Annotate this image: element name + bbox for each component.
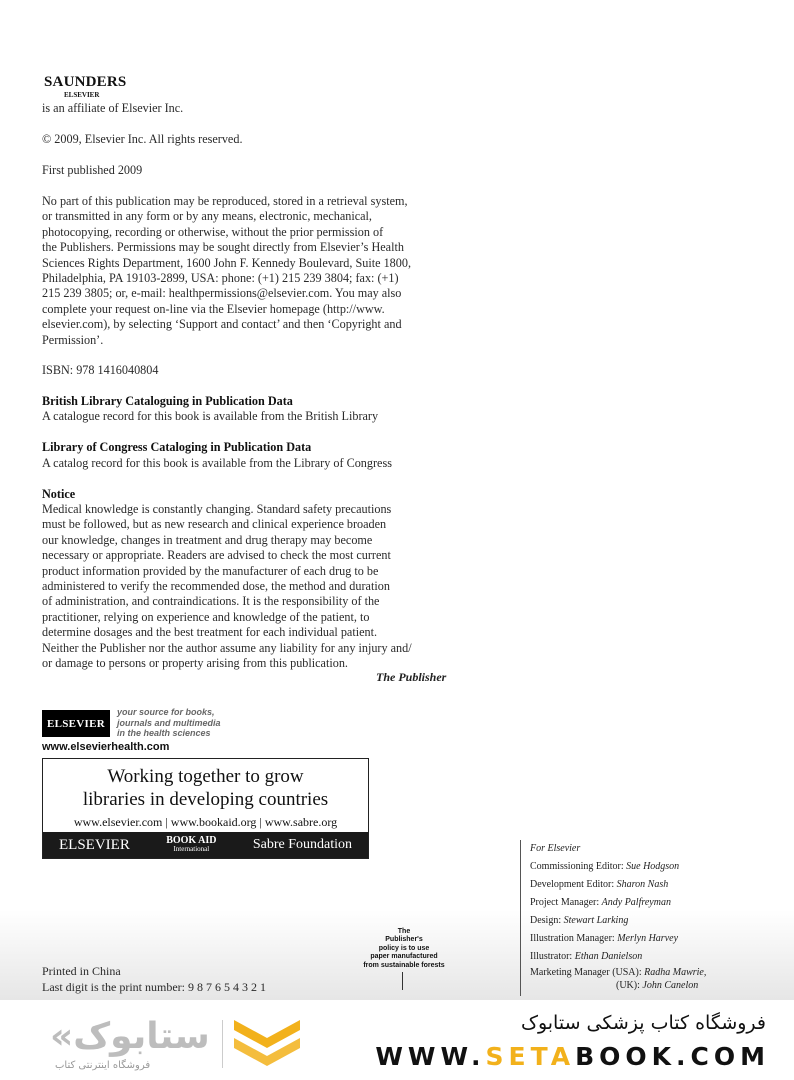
rights-line: Sciences Rights Department, 1600 John F. Kennedy Boulevard, Suite 1800, bbox=[42, 255, 411, 270]
print-number: Last digit is the print number: 9 8 7 6 5 4 3 2 1 bbox=[42, 980, 266, 994]
tree-line-icon bbox=[402, 972, 403, 990]
printed-in: Printed in China bbox=[42, 964, 121, 978]
elsevier-tagline bbox=[117, 707, 221, 739]
rights-line: Permission’. bbox=[42, 332, 104, 347]
bookaid-urls[interactable]: www.elsevier.com | www.bookaid.org | www.sabre.org bbox=[73, 815, 338, 829]
setabook-store-name: فروشگاه کتاب پزشکی ستابوک bbox=[520, 1012, 766, 1034]
bookaid-headline-1: Working together to grow bbox=[107, 766, 304, 787]
rights-line: No part of this publication may be reproduced, stored in a retrieval system, bbox=[42, 194, 408, 208]
loc-text: A catalog record for this book is available from the Library of Congress bbox=[42, 456, 392, 470]
loc-heading: Library of Congress Cataloging in Publication Data bbox=[42, 440, 312, 454]
rights-line: photocopying, recording or otherwise, without the prior permission of bbox=[42, 224, 384, 239]
bookaid-headline-2: libraries in developing countries bbox=[82, 789, 329, 810]
notice-line: determine dosages and the best treatment for each individual patient. bbox=[42, 625, 378, 640]
bookaid-headline bbox=[43, 765, 368, 811]
setabook-logo-sub: فروشگاه اینترنتی کتاب bbox=[55, 1060, 151, 1071]
rights-line: the Publishers. Permissions may be sought directly from Elsevier’s Health bbox=[42, 240, 404, 255]
notice-line: Medical knowledge is constantly changing. Standard safety precautions bbox=[42, 502, 392, 516]
notice-line: our knowledge, changes in treatment and drug therapy may become bbox=[42, 532, 373, 547]
rights-line: elsevier.com), by selecting ‘Support and contact’ and then ‘Copyright and bbox=[42, 317, 402, 332]
credits-panel bbox=[520, 840, 790, 996]
affiliate-line: is an affiliate of Elsevier Inc. bbox=[42, 101, 184, 115]
partner-bookaid bbox=[166, 836, 216, 854]
copyright-line: © 2009, Elsevier Inc. All rights reserved. bbox=[42, 132, 243, 146]
isbn-line: ISBN: 978 1416040804 bbox=[42, 363, 159, 377]
bl-text: A catalogue record for this book is available from the British Library bbox=[42, 409, 379, 423]
rights-line: 215 239 3805; or, e-mail: healthpermissions@elsevier.com. You may also bbox=[42, 286, 402, 301]
notice-line: product information provided by the manufacturer of each drug to be bbox=[42, 563, 379, 578]
notice-line: of administration, and contraindications. It is the responsibility of the bbox=[42, 594, 380, 609]
rights-line: Philadelphia, PA 19103-2899, USA: phone: (+1) 215 239 3804; fax: (+1) bbox=[42, 271, 399, 286]
partner-elsevier: ELSEVIER bbox=[59, 836, 130, 853]
elsevier-health-url[interactable]: www.elsevierhealth.com bbox=[42, 741, 170, 753]
first-published-line: First published 2009 bbox=[42, 163, 143, 177]
credit-row: Design: Stewart Larking bbox=[530, 915, 629, 926]
watermark-footer bbox=[0, 1000, 794, 1080]
notice-line: necessary or appropriate. Readers are advised to check the most current bbox=[42, 548, 391, 563]
notice-line: administered to verify the recommended dose, the method and duration bbox=[42, 579, 390, 594]
tagline-line: in the health sciences bbox=[117, 728, 211, 738]
rights-paragraph bbox=[42, 194, 462, 348]
partner-sabre: Sabre Foundation bbox=[252, 837, 352, 852]
printing-info bbox=[42, 963, 266, 995]
credit-row: (UK): John Canelon bbox=[616, 980, 699, 991]
credit-row: Illustrator: Ethan Danielson bbox=[530, 951, 643, 962]
credit-row: Illustration Manager: Merlyn Harvey bbox=[530, 933, 679, 944]
notice-line: Neither the Publisher nor the author assume any liability for any injury and/ bbox=[42, 640, 412, 655]
rights-line: or transmitted in any form or by any means, electronic, mechanical, bbox=[42, 209, 372, 224]
setabook-url[interactable]: WWW.SETABOOK.COM bbox=[375, 1042, 770, 1071]
setabook-chevron-icon bbox=[232, 1016, 302, 1072]
partner-bookaid-name: BOOK AID bbox=[166, 835, 217, 846]
notice-line: must be followed, but as new research and clinical experience broaden bbox=[42, 517, 387, 532]
credit-row: Project Manager: Andy Palfreyman bbox=[530, 897, 671, 908]
bookaid-partner-bar bbox=[43, 832, 368, 858]
bl-heading: British Library Cataloguing in Publication Data bbox=[42, 394, 293, 408]
saunders-logo: SAUNDERS bbox=[44, 74, 127, 90]
notice-line: practitioner, relying on experience and knowledge of the patient, to bbox=[42, 609, 370, 624]
bookaid-box bbox=[42, 758, 369, 859]
notice-signature: The Publisher bbox=[376, 670, 447, 684]
footer-divider bbox=[222, 1020, 223, 1068]
paper-policy-note: The Publisher's policy is to use paper manufactured from sustainable forests bbox=[363, 928, 445, 969]
tagline-line: journals and multimedia bbox=[117, 717, 221, 728]
notice-paragraph bbox=[42, 502, 462, 671]
credit-row: Development Editor: Sharon Nash bbox=[530, 879, 669, 890]
notice-line: or damage to persons or property arising from this publication. bbox=[42, 656, 348, 671]
credit-row: Commissioning Editor: Sue Hodgson bbox=[530, 861, 680, 872]
saunders-logo-sub: ELSEVIER bbox=[64, 91, 100, 99]
rights-line: complete your request on-line via the Elsevier homepage (http://www. bbox=[42, 301, 385, 316]
setabook-logo: «ستابوک bbox=[50, 1016, 210, 1057]
tagline-line: your source for books, bbox=[117, 707, 215, 717]
credits-heading: For Elsevier bbox=[530, 843, 581, 854]
partner-bookaid-sub: International bbox=[173, 845, 210, 853]
notice-heading: Notice bbox=[42, 487, 76, 501]
elsevier-logo: ELSEVIER bbox=[42, 710, 110, 737]
credit-row: Marketing Manager (USA): Radha Mawrie, bbox=[530, 967, 707, 978]
